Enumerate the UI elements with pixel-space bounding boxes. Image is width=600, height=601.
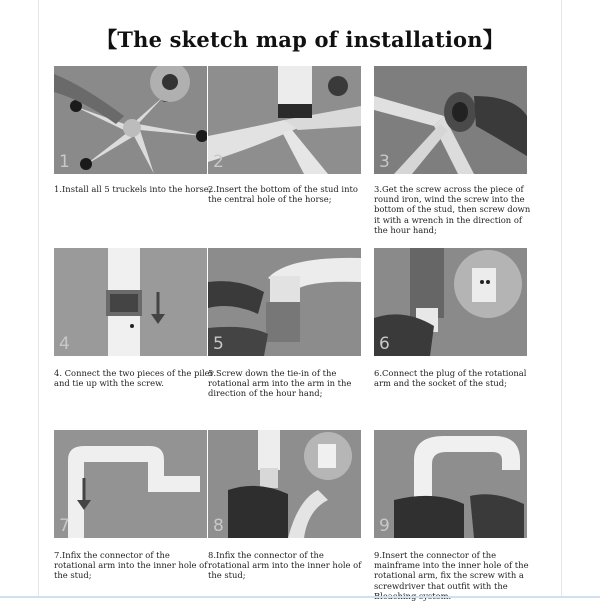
step-3-photo <box>374 66 527 174</box>
step-2-photo <box>208 66 361 174</box>
step-7-photo <box>54 430 207 538</box>
step-9-number: 9 <box>379 516 390 536</box>
step-7-number: 7 <box>59 516 70 536</box>
step-5-photo <box>208 248 361 356</box>
step-6-caption: 6.Connect the plug of the rotational arm and the socket of the stud; <box>374 368 527 389</box>
step-1-photo <box>54 66 207 174</box>
step-2-number: 2 <box>213 152 224 172</box>
step-3-caption: 3.Get the screw across the piece of round iron, wind the screw into the bottom of the stud, then screw down it with a wrench in the direction of the hour hand; <box>374 184 531 235</box>
step-9-photo <box>374 430 527 538</box>
step-5-caption: 5.Screw down the tie-in of the rotational arm into the arm in the direction of the hour hand; <box>208 368 352 399</box>
page-title: 【The sketch map of installation】 <box>96 27 504 52</box>
step-8-number: 8 <box>213 516 224 536</box>
step-2-caption: 2.Insert the bottom of the stud into the central hole of the horse; <box>208 184 358 205</box>
step-3-number: 3 <box>379 152 390 172</box>
step-5-number: 5 <box>213 334 224 354</box>
step-4-photo <box>54 248 207 356</box>
step-1-number: 1 <box>59 152 70 172</box>
step-1-caption: 1.Install all 5 truckels into the horse; <box>54 184 212 194</box>
step-6-number: 6 <box>379 334 390 354</box>
step-6-photo <box>374 248 527 356</box>
step-4-caption: 4. Connect the two pieces of the piler and tie up with the screw. <box>54 368 214 389</box>
step-4-number: 4 <box>59 334 70 354</box>
step-8-photo <box>208 430 361 538</box>
step-9-caption: 9.Insert the connector of the mainframe into the inner hole of the rotational arm, fix the screw with a screwdriver that outfit with the <box>374 550 529 591</box>
step-7-caption: 7.Infix the connector of the rotational arm into the inner hole of the stud; <box>54 550 208 581</box>
bottom-rule <box>0 596 600 598</box>
step-8-caption: 8.Infix the connector of the rotational arm into the inner hole of the stud; <box>208 550 362 581</box>
